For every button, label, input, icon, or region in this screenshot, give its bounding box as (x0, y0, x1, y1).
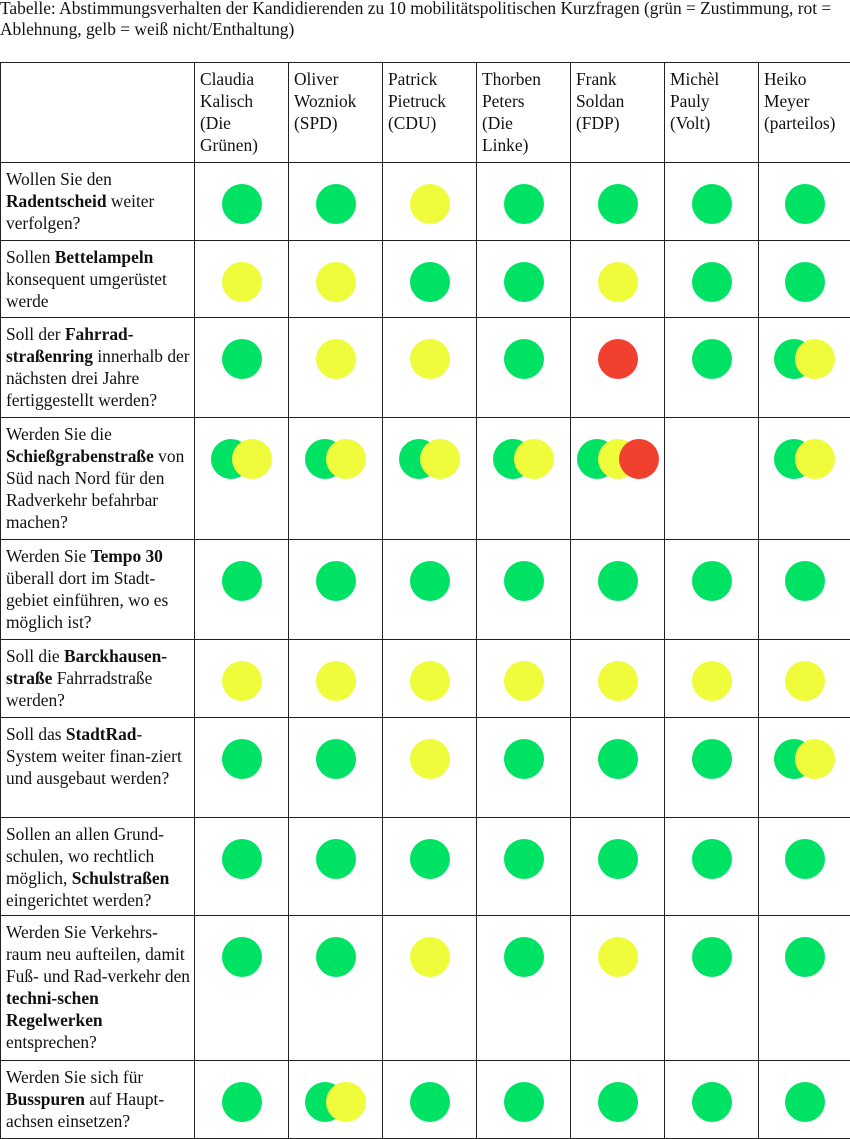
vote-cell (665, 163, 759, 241)
vote-dots (571, 339, 664, 379)
question-cell (1, 163, 195, 241)
vote-dots (477, 739, 570, 779)
vote-dots (195, 839, 288, 879)
question-cell (1, 418, 195, 540)
question-cell (1, 916, 195, 1061)
vote-dots (665, 739, 758, 779)
vote-dots (195, 184, 288, 224)
vote-cell (477, 718, 571, 818)
vote-dots (195, 561, 288, 601)
vote-cell (571, 640, 665, 718)
table-row (1, 241, 850, 318)
table-row (1, 540, 850, 640)
vote-cell (571, 718, 665, 818)
vote-cell (289, 241, 383, 318)
vote-dots (289, 561, 382, 601)
vote-dots (289, 839, 382, 879)
vote-cell (571, 916, 665, 1061)
green-dot (410, 1082, 450, 1122)
vote-dots (665, 839, 758, 879)
question-cell (1, 540, 195, 640)
vote-dots (759, 184, 850, 224)
green-dot (222, 561, 262, 601)
question-cell (1, 318, 195, 418)
green-dot (316, 184, 356, 224)
green-dot (504, 561, 544, 601)
yellow-dot (795, 739, 835, 779)
question-text: Sollen an allen Grund-schulen, wo rechtlich möglich, (6, 824, 164, 888)
green-dot (410, 561, 450, 601)
vote-cell (759, 718, 850, 818)
vote-cell (289, 818, 383, 916)
question-keyword: Barckhausen-straße (6, 646, 167, 688)
candidate-header: Patrick Pietruck (CDU) (383, 63, 477, 163)
vote-cell (759, 318, 850, 418)
green-dot (692, 339, 732, 379)
table-row (1, 640, 850, 718)
green-dot (410, 262, 450, 302)
question-text: auf Haupt-achsen einsetzen? (6, 1089, 164, 1131)
vote-cell (289, 1061, 383, 1139)
vote-dots (477, 661, 570, 701)
vote-cell (571, 1061, 665, 1139)
red-dot (598, 339, 638, 379)
vote-dots (195, 439, 288, 479)
question-cell (1, 241, 195, 318)
vote-dots (759, 561, 850, 601)
vote-dots (665, 439, 758, 479)
vote-cell (195, 916, 289, 1061)
vote-cell (665, 418, 759, 540)
vote-cell (383, 916, 477, 1061)
vote-dots (383, 739, 476, 779)
vote-dots (289, 262, 382, 302)
vote-dots (195, 661, 288, 701)
vote-cell (477, 241, 571, 318)
vote-cell (477, 418, 571, 540)
candidate-header: Michèl Pauly (Volt) (665, 63, 759, 163)
vote-cell (665, 818, 759, 916)
table-row (1, 718, 850, 818)
vote-dots (383, 561, 476, 601)
vote-cell (477, 163, 571, 241)
yellow-dot (598, 661, 638, 701)
vote-cell (289, 163, 383, 241)
candidate-header: Frank Soldan (FDP) (571, 63, 665, 163)
green-dot (316, 839, 356, 879)
question-text: -System weiter finan-ziert und ausgebaut werden? (6, 724, 182, 788)
question-text: überall dort im Stadt-gebiet einführen, wo es möglich ist? (6, 568, 168, 632)
question-keyword: Bettelampeln (55, 247, 154, 267)
green-dot (692, 262, 732, 302)
vote-dots (289, 739, 382, 779)
question-text: konsequent umgerüstet werde (6, 269, 167, 311)
green-dot (222, 839, 262, 879)
yellow-dot (222, 661, 262, 701)
vote-cell (665, 241, 759, 318)
question-keyword: StadtRad (66, 724, 137, 744)
question-text: Werden Sie die (6, 424, 112, 444)
yellow-dot (410, 739, 450, 779)
green-dot (692, 1082, 732, 1122)
vote-cell (759, 241, 850, 318)
yellow-dot (410, 937, 450, 977)
question-text: innerhalb der nächsten drei Jahre fertiggestellt werden? (6, 346, 190, 410)
vote-cell (571, 818, 665, 916)
vote-cell (383, 718, 477, 818)
vote-dots (571, 1082, 664, 1122)
vote-dots (477, 937, 570, 977)
vote-dots (665, 937, 758, 977)
green-dot (692, 839, 732, 879)
vote-cell (383, 640, 477, 718)
table-caption: Tabelle: Abstimmungsverhalten der Kandidierenden zu 10 mobilitätspolitischen Kurzfragen (grün = Zustimmung, rot = Ablehnung, gelb = weiß nicht/Enthaltung) (0, 0, 850, 54)
vote-cell (759, 916, 850, 1061)
corner-cell (1, 63, 195, 163)
green-dot (598, 561, 638, 601)
vote-dots (571, 661, 664, 701)
yellow-dot (410, 184, 450, 224)
question-text: Soll der (6, 324, 65, 344)
vote-dots (571, 439, 664, 479)
green-dot (598, 1082, 638, 1122)
question-text: von Süd nach Nord für den Radverkehr befahrbar machen? (6, 446, 184, 532)
question-keyword: techni-schen Regelwerken (6, 988, 103, 1030)
vote-dots (383, 839, 476, 879)
vote-dots (759, 937, 850, 977)
red-dot (619, 439, 659, 479)
question-text: Werden Sie Verkehrs-raum neu aufteilen, damit Fuß- und Rad-verkehr den (6, 922, 190, 986)
vote-cell (195, 718, 289, 818)
yellow-dot (316, 339, 356, 379)
vote-dots (571, 839, 664, 879)
green-dot (316, 561, 356, 601)
vote-dots (759, 661, 850, 701)
green-dot (504, 339, 544, 379)
question-text: Fahrradstraße werden? (6, 668, 152, 710)
yellow-dot (232, 439, 272, 479)
vote-cell (477, 318, 571, 418)
vote-dots (571, 561, 664, 601)
vote-dots (477, 339, 570, 379)
candidate-header: Heiko Meyer (parteilos) (759, 63, 850, 163)
vote-dots (759, 262, 850, 302)
question-text: weiter verfolgen? (6, 191, 154, 233)
vote-dots (383, 661, 476, 701)
vote-cell (383, 318, 477, 418)
question-keyword: Busspuren (6, 1089, 85, 1109)
green-dot (222, 184, 262, 224)
yellow-dot (410, 339, 450, 379)
vote-dots (665, 661, 758, 701)
vote-cell (195, 640, 289, 718)
vote-cell (571, 163, 665, 241)
table-row (1, 818, 850, 916)
candidate-header: Thorben Peters (Die Linke) (477, 63, 571, 163)
vote-dots (759, 439, 850, 479)
vote-dots (289, 937, 382, 977)
green-dot (598, 739, 638, 779)
vote-dots (665, 561, 758, 601)
candidate-header: Claudia Kalisch (Die Grünen) (195, 63, 289, 163)
vote-cell (195, 818, 289, 916)
vote-dots (759, 739, 850, 779)
vote-cell (195, 418, 289, 540)
yellow-dot (795, 339, 835, 379)
question-text: Wollen Sie den (6, 169, 112, 189)
green-dot (785, 262, 825, 302)
vote-cell (383, 163, 477, 241)
vote-cell (759, 418, 850, 540)
question-text: entsprechen? (6, 1032, 97, 1052)
vote-dots (383, 1082, 476, 1122)
vote-dots (477, 561, 570, 601)
question-keyword: Fahrrad-straßenring (6, 324, 134, 366)
vote-cell (383, 241, 477, 318)
vote-cell (477, 540, 571, 640)
vote-cell (195, 241, 289, 318)
question-text: Sollen (6, 247, 55, 267)
vote-cell (383, 818, 477, 916)
vote-cell (665, 318, 759, 418)
vote-dots (289, 661, 382, 701)
green-dot (692, 561, 732, 601)
table-row (1, 318, 850, 418)
vote-cell (571, 418, 665, 540)
table-row (1, 418, 850, 540)
table-row (1, 1061, 850, 1139)
vote-cell (289, 718, 383, 818)
vote-cell (289, 318, 383, 418)
vote-cell (477, 1061, 571, 1139)
vote-cell (759, 540, 850, 640)
vote-dots (477, 839, 570, 879)
vote-cell (195, 1061, 289, 1139)
vote-dots (383, 339, 476, 379)
yellow-dot (222, 262, 262, 302)
vote-dots (383, 262, 476, 302)
vote-cell (289, 916, 383, 1061)
green-dot (222, 1082, 262, 1122)
vote-dots (759, 339, 850, 379)
vote-dots (477, 439, 570, 479)
vote-cell (571, 540, 665, 640)
green-dot (785, 184, 825, 224)
yellow-dot (326, 1082, 366, 1122)
vote-cell (477, 818, 571, 916)
vote-dots (195, 339, 288, 379)
green-dot (504, 1082, 544, 1122)
question-keyword: Radentscheid (6, 191, 107, 211)
yellow-dot (598, 937, 638, 977)
vote-cell (383, 418, 477, 540)
question-text: Soll das (6, 724, 66, 744)
green-dot (316, 937, 356, 977)
vote-cell (665, 1061, 759, 1139)
yellow-dot (504, 661, 544, 701)
question-cell (1, 818, 195, 916)
vote-dots (665, 184, 758, 224)
green-dot (222, 739, 262, 779)
vote-cell (383, 540, 477, 640)
vote-cell (289, 418, 383, 540)
header-row (1, 63, 850, 163)
vote-cell (383, 1061, 477, 1139)
vote-dots (477, 1082, 570, 1122)
vote-cell (759, 1061, 850, 1139)
yellow-dot (514, 439, 554, 479)
voting-table (0, 62, 850, 1139)
vote-dots (477, 184, 570, 224)
vote-dots (383, 439, 476, 479)
yellow-dot (420, 439, 460, 479)
green-dot (504, 839, 544, 879)
yellow-dot (410, 661, 450, 701)
question-cell (1, 1061, 195, 1139)
vote-dots (571, 184, 664, 224)
vote-cell (665, 916, 759, 1061)
green-dot (785, 561, 825, 601)
question-cell (1, 718, 195, 818)
question-keyword: Schulstraßen (72, 868, 170, 888)
question-text: eingerichtet werden? (6, 890, 151, 910)
green-dot (316, 739, 356, 779)
vote-dots (289, 339, 382, 379)
question-keyword: Schießgrabenstraße (6, 446, 154, 466)
question-cell (1, 640, 195, 718)
yellow-dot (316, 661, 356, 701)
vote-dots (289, 439, 382, 479)
candidate-header: Oliver Wozniok (SPD) (289, 63, 383, 163)
vote-cell (759, 640, 850, 718)
vote-cell (289, 540, 383, 640)
table-row (1, 163, 850, 241)
vote-dots (665, 262, 758, 302)
vote-cell (665, 540, 759, 640)
green-dot (692, 184, 732, 224)
green-dot (692, 739, 732, 779)
vote-dots (571, 937, 664, 977)
vote-dots (477, 262, 570, 302)
vote-dots (289, 184, 382, 224)
vote-dots (759, 1082, 850, 1122)
vote-dots (195, 262, 288, 302)
green-dot (504, 262, 544, 302)
green-dot (410, 839, 450, 879)
yellow-dot (692, 661, 732, 701)
vote-dots (759, 839, 850, 879)
vote-dots (195, 1082, 288, 1122)
vote-cell (477, 640, 571, 718)
vote-dots (289, 1082, 382, 1122)
green-dot (598, 839, 638, 879)
question-text: Soll die (6, 646, 64, 666)
vote-dots (195, 937, 288, 977)
green-dot (785, 937, 825, 977)
green-dot (692, 937, 732, 977)
vote-dots (665, 1082, 758, 1122)
vote-cell (665, 718, 759, 818)
vote-cell (759, 818, 850, 916)
vote-dots (383, 184, 476, 224)
green-dot (785, 839, 825, 879)
green-dot (222, 339, 262, 379)
vote-cell (477, 916, 571, 1061)
vote-cell (195, 163, 289, 241)
vote-cell (665, 640, 759, 718)
vote-cell (195, 540, 289, 640)
yellow-dot (785, 661, 825, 701)
vote-cell (759, 163, 850, 241)
vote-dots (571, 739, 664, 779)
green-dot (222, 937, 262, 977)
vote-cell (571, 241, 665, 318)
vote-dots (383, 937, 476, 977)
yellow-dot (598, 262, 638, 302)
question-keyword: Tempo 30 (91, 546, 163, 566)
vote-cell (289, 640, 383, 718)
question-text: Werden Sie sich für (6, 1067, 143, 1087)
yellow-dot (795, 439, 835, 479)
green-dot (785, 1082, 825, 1122)
question-text: Werden Sie (6, 546, 91, 566)
vote-cell (571, 318, 665, 418)
yellow-dot (326, 439, 366, 479)
green-dot (504, 739, 544, 779)
green-dot (504, 184, 544, 224)
table-body (1, 163, 850, 1139)
green-dot (504, 937, 544, 977)
yellow-dot (316, 262, 356, 302)
green-dot (598, 184, 638, 224)
vote-dots (665, 339, 758, 379)
table-row (1, 916, 850, 1061)
vote-cell (195, 318, 289, 418)
vote-dots (571, 262, 664, 302)
vote-dots (195, 739, 288, 779)
